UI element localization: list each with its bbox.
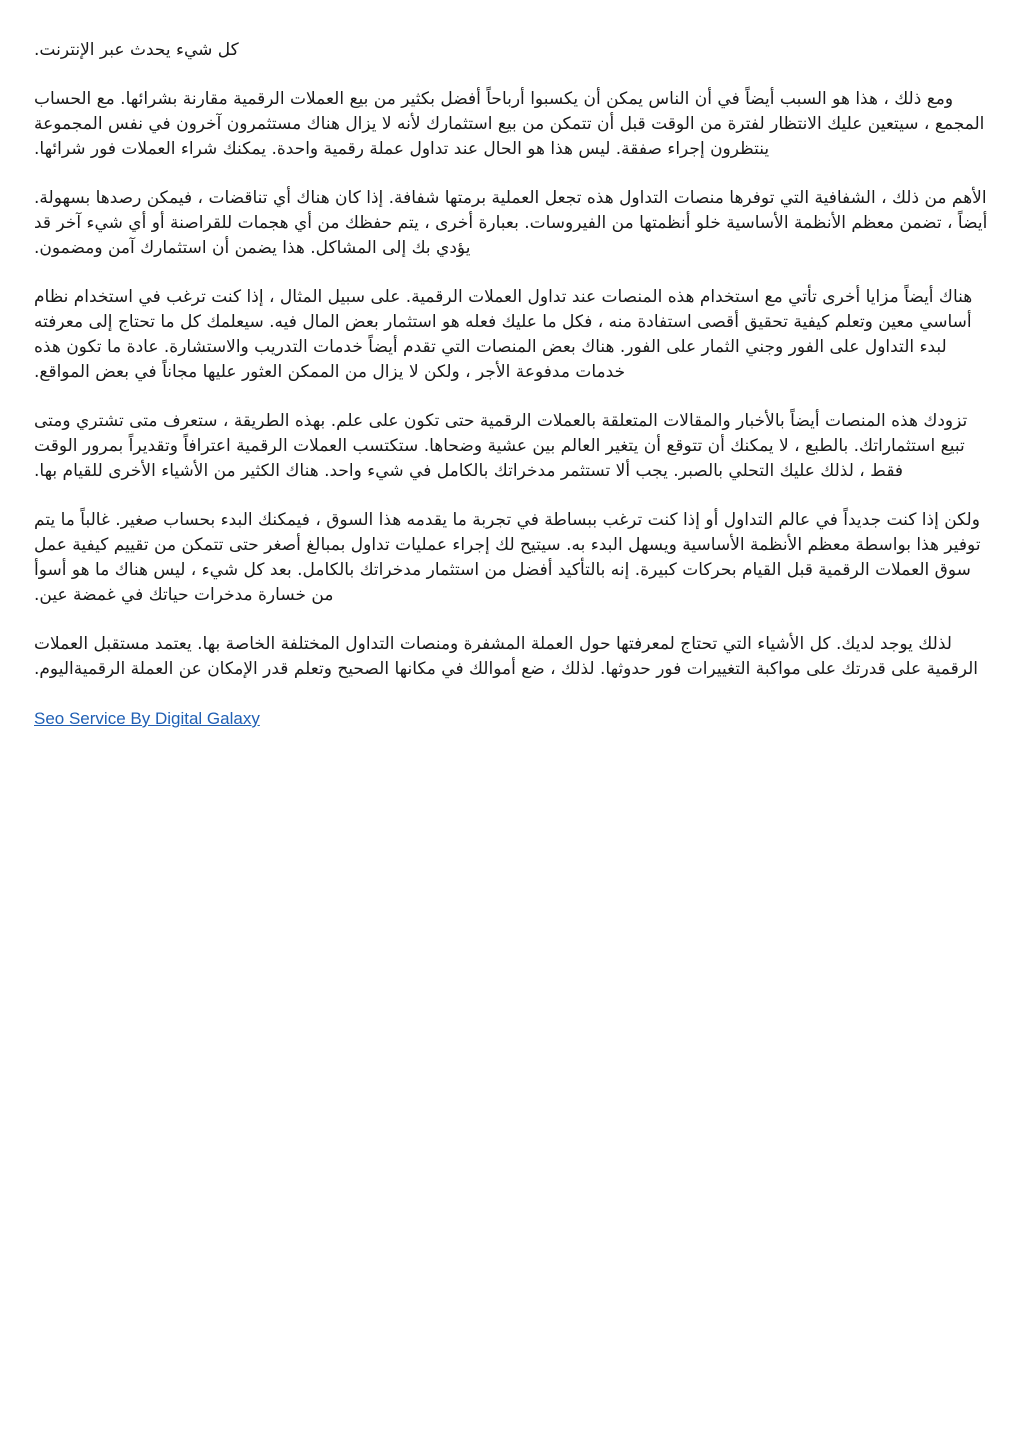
paragraph-4: هناك أيضاً مزايا أخرى تأتي مع استخدام هذه المنصات عند تداول العملات الرقمية. على سبيل المثال ، إذا كنت ترغب في استخدام نظام أساسي معين وتعلم كيفية تحقيق أقصى استفادة منه ، فكل ما عليك فعله هو استثمار بعض المال فيه. سيعلمك كل ما تحتاج إلى معرفته لبدء التداول على الفور وجني الثمار على الفور. هناك بعض المنصات التي تقدم أيضاً خدمات التدريب والاستشارة. عادة ما تكون هذه خدمات مدفوعة الأجر ، ولكن لا يزال من الممكن العثور عليها مجاناً في بعض المواقع. bbox=[34, 287, 973, 382]
paragraph-5: تزودك هذه المنصات أيضاً بالأخبار والمقالات المتعلقة بالعملات الرقمية حتى تكون على علم. بهذه الطريقة ، ستعرف متى تشتري ومتى تبيع استثماراتك. بالطبع ، لا يمكنك أن تتوقع أن يتغير العالم بين عشية وضحاها. ستكتسب العملات الرقمية اعترافاً وتقديراً بمرور الوقت فقط ، لذلك عليك التحلي بالصبر. يجب ألا تستثمر مدخراتك بالكامل في شيء واحد. هناك الكثير من الأشياء الأخرى للقيام بها. bbox=[34, 411, 968, 481]
document-page bbox=[34, 38, 990, 731]
paragraph-1: كل شيء يحدث عبر الإنترنت. bbox=[34, 40, 239, 60]
paragraph-3: الأهم من ذلك ، الشفافية التي توفرها منصات التداول هذه تجعل العملية برمتها شفافة. إذا كان هناك أي تناقضات ، فيمكن رصدها بسهولة. أيضاً ، تضمن معظم الأنظمة الأساسية خلو أنظمتها من الفيروسات. بعبارة أخرى ، يتم حفظك من أي هجمات للقراصنة أو أي شيء آخر قد يؤدي بك إلى المشاكل. هذا يضمن أن استثمارك آمن ومضمون. bbox=[34, 188, 988, 258]
seo-service-link[interactable]: Seo Service By Digital Galaxy bbox=[34, 709, 260, 728]
paragraph-6: ولكن إذا كنت جديداً في عالم التداول أو إذا كنت ترغب ببساطة في تجربة ما يقدمه هذا السوق ، فيمكنك البدء بحساب صغير. غالباً ما يتم توفير هذا بواسطة معظم الأنظمة الأساسية ويسهل البدء به. سيتيح لك إجراء عمليات تداول بمبالغ أصغر حتى تتمكن من تقييم كيفية عمل سوق العملات الرقمية قبل القيام بحركات كبيرة. إنه بالتأكيد أفضل من استثمار مدخراتك بالكامل. بعد كل شيء ، ليس هناك ما هو أسوأ من خسارة مدخرات حياتك في غمضة عين. bbox=[34, 510, 981, 605]
paragraph-7: لذلك يوجد لديك. كل الأشياء التي تحتاج لمعرفتها حول العملة المشفرة ومنصات التداول المختلفة الخاصة بها. يعتمد مستقبل العملات الرقمية على قدرتك على مواكبة التغييرات فور حدوثها. لذلك ، ضع أموالك في مكانها الصحيح وتعلم قدر الإمكان عن العملة الرقميةاليوم. bbox=[34, 634, 978, 679]
paragraph-2: ومع ذلك ، هذا هو السبب أيضاً في أن الناس يمكن أن يكسبوا أرباحاً أفضل بكثير من بيع العملات الرقمية مقارنة بشرائها. مع الحساب المجمع ، سيتعين عليك الانتظار لفترة من الوقت قبل أن تتمكن من بيع استثمارك لأنه لا يزال هناك مستثمرون آخرون في نفس المجموعة ينتظرون إجراء صفقة. ليس هذا هو الحال عند تداول عملة رقمية واحدة. يمكنك شراء العملات فور شرائها. bbox=[34, 89, 985, 159]
